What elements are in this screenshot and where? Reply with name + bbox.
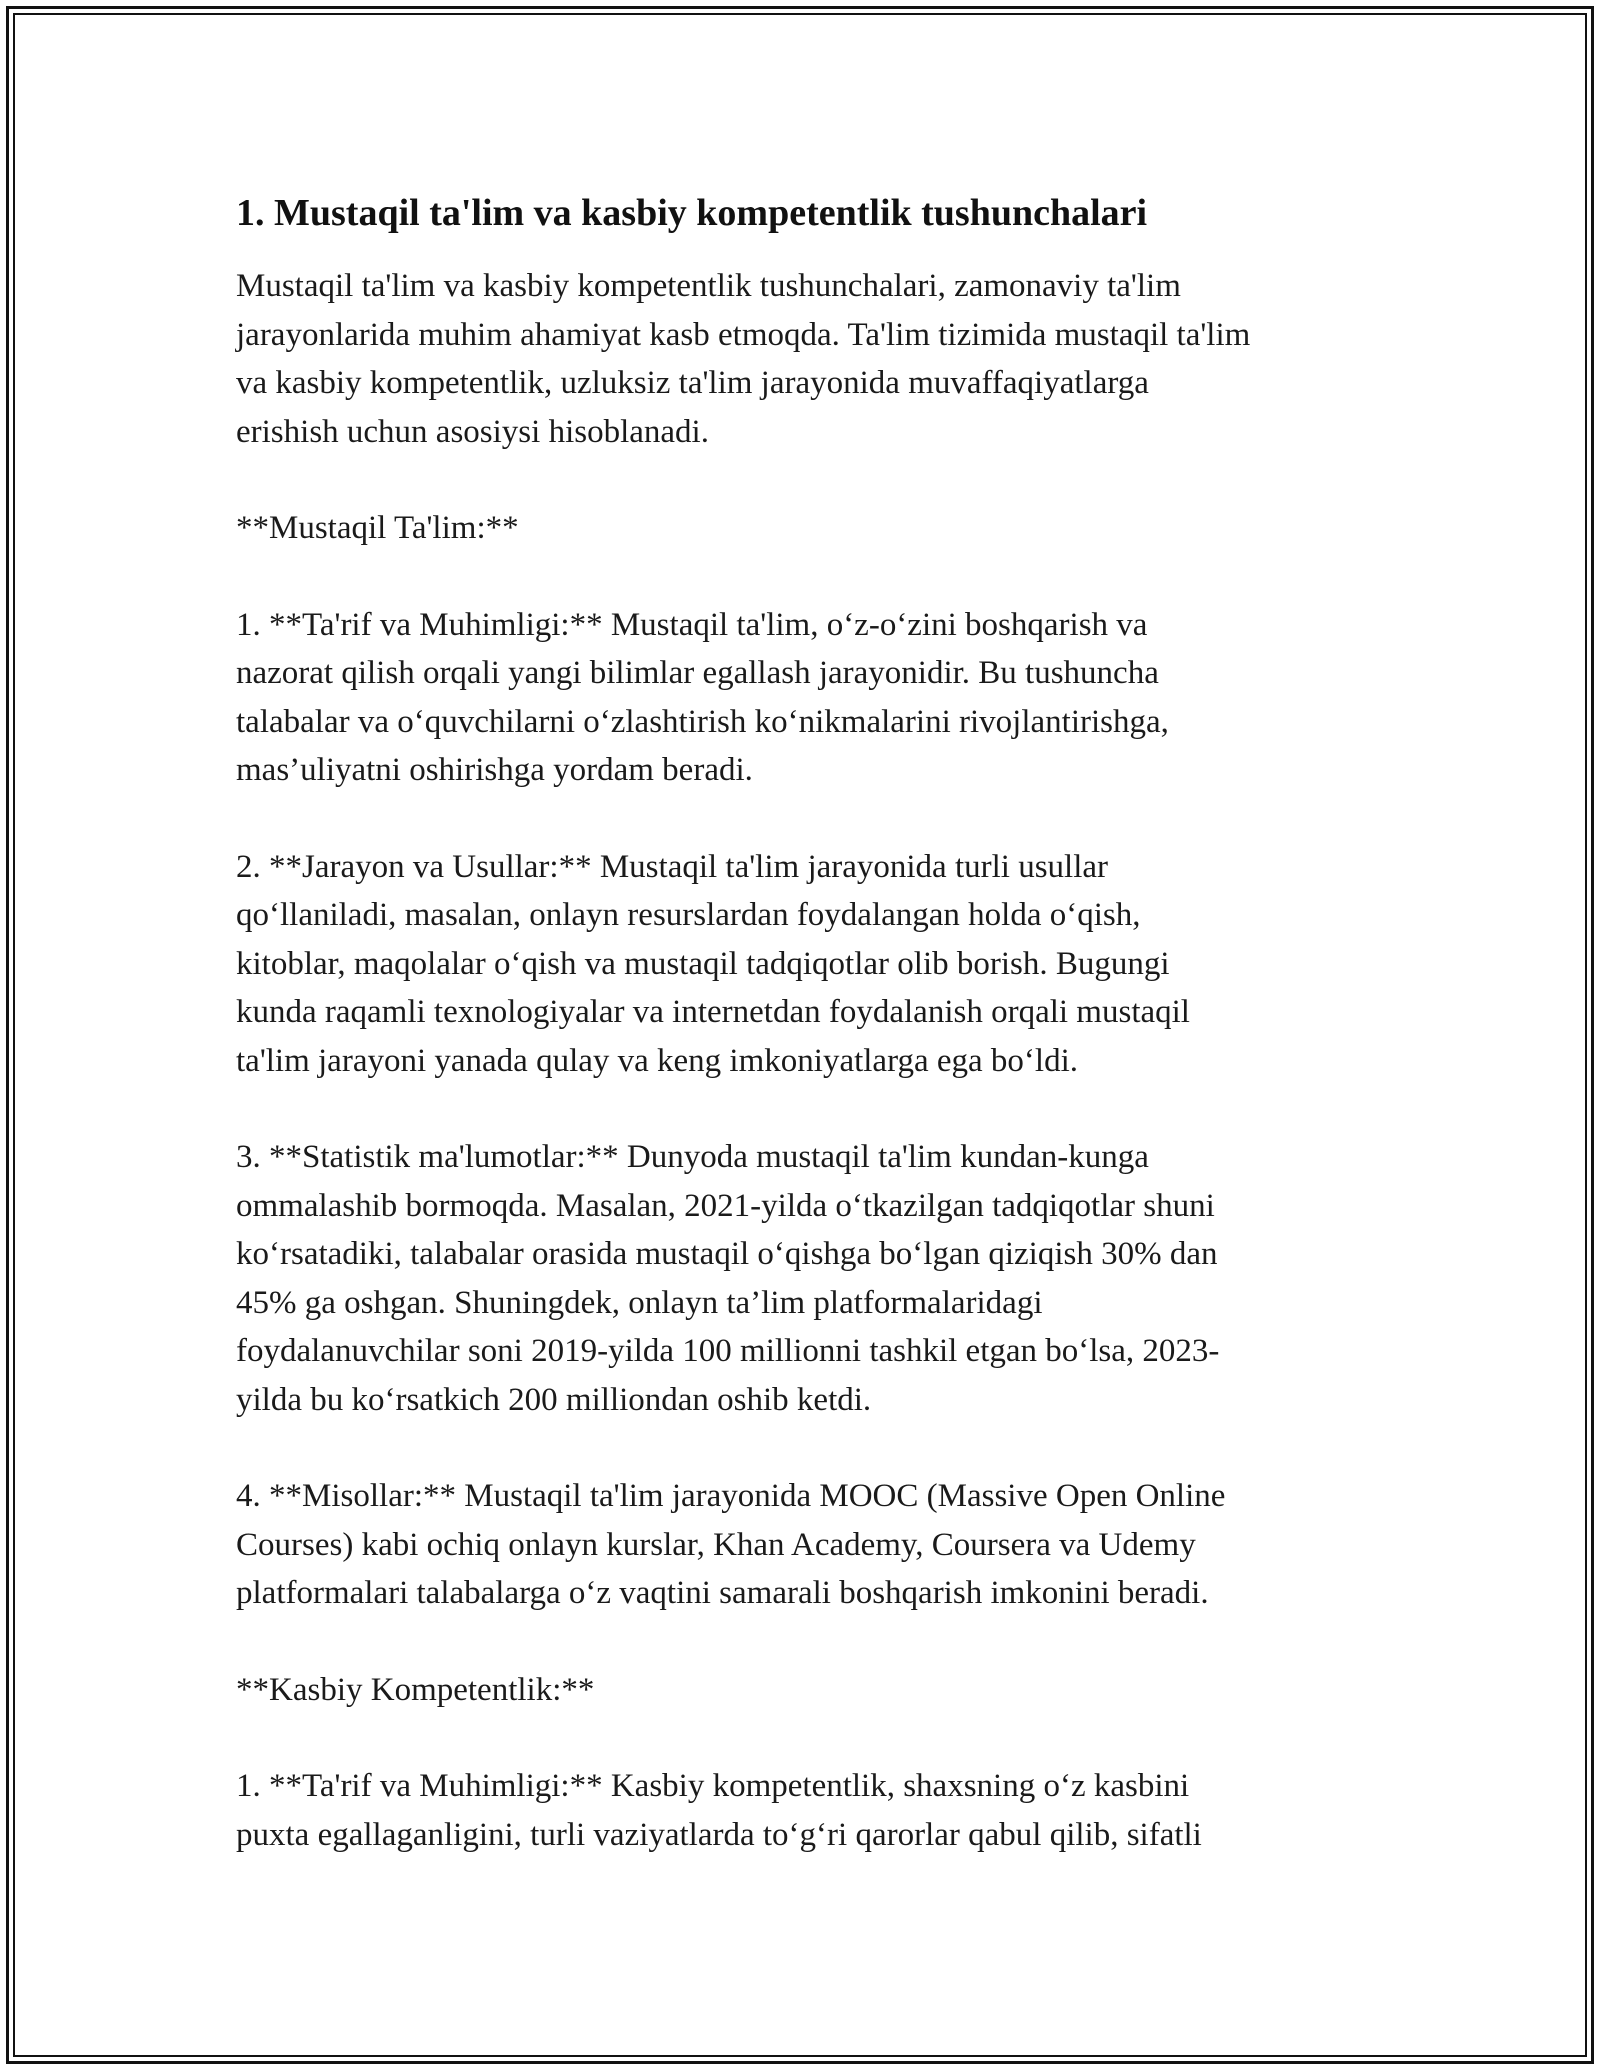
text-line: 2. **Jarayon va Usullar:** Mustaqil ta'lim jarayonida turli usullar [236, 848, 1109, 885]
section-heading: 1. Mustaqil ta'lim va kasbiy kompetentlik tushunchalari [236, 192, 1148, 234]
text-line: qo‘llaniladi, masalan, onlayn resurslardan foydalangan holda o‘qish, [236, 897, 1141, 933]
text-line: Courses) kabi ochiq onlayn kurslar, Khan Academy, Coursera va Udemy [236, 1526, 1196, 1563]
text-line: foydalanuvchilar soni 2019-yilda 100 millionni tashkil etgan bo‘lsa, 2023- [236, 1333, 1220, 1369]
text-line: ta'lim jarayoni yanada qulay va keng imkoniyatlarga ega bo‘ldi. [236, 1042, 1078, 1079]
document-body [236, 186, 1396, 1907]
text-line: ommalashib bormoqda. Masalan, 2021-yilda o‘tkazilgan tadqiqotlar shuni [236, 1187, 1215, 1224]
text-line: talabalar va o‘quvchilarni o‘zlashtirish ko‘nikmalarini rivojlantirishga, [236, 703, 1169, 740]
subheading-mustaqil-talim [236, 504, 1396, 553]
text-line: **Mustaqil Ta'lim:** [236, 510, 519, 546]
text-line: 45% ga oshgan. Shuningdek, onlayn ta’lim platformalaridagi [236, 1284, 1043, 1321]
paragraph-jarayon [236, 843, 1396, 1086]
text-line: 1. **Ta'rif va Muhimligi:** Kasbiy kompetentlik, shaxsning o‘z kasbini [236, 1768, 1190, 1804]
text-line: 1. **Ta'rif va Muhimligi:** Mustaqil ta'lim, o‘z-o‘zini boshqarish va [236, 606, 1148, 643]
text-line: yilda bu ko‘rsatkich 200 milliondan oshib ketdi. [236, 1381, 872, 1418]
text-line: 4. **Misollar:** Mustaqil ta'lim jarayonida MOOC (Massive Open Online [236, 1478, 1226, 1514]
paragraph-misollar [236, 1472, 1396, 1618]
paragraph-tarif [236, 601, 1396, 795]
text-line: **Kasbiy Kompetentlik:** [236, 1671, 595, 1708]
text-line: kitoblar, maqolalar o‘qish va mustaqil tadqiqotlar olib borish. Bugungi [236, 945, 1170, 982]
text-line: Mustaqil ta'lim va kasbiy kompetentlik tushunchalari, zamonaviy ta'lim [236, 268, 1181, 304]
text-line: ko‘rsatadiki, talabalar orasida mustaqil o‘qishga bo‘lgan qiziqish 30% dan [236, 1236, 1218, 1272]
paragraph-statistik [236, 1133, 1396, 1424]
paragraph-kasbiy-tarif [236, 1762, 1396, 1859]
subheading-kasbiy-kompetentlik [236, 1666, 1396, 1715]
text-line: puxta egallaganligini, turli vaziyatlarda to‘g‘ri qarorlar qabul qilib, sifatli [236, 1816, 1202, 1853]
text-line: platformalari talabalarga o‘z vaqtini samarali boshqarish imkonini beradi. [236, 1575, 1209, 1611]
text-line: jarayonlarida muhim ahamiyat kasb etmoqda. Ta'lim tizimida mustaqil ta'lim [236, 316, 1251, 353]
text-line: mas’uliyatni oshirishga yordam beradi. [236, 752, 753, 788]
text-line: erishish uchun asosiysi hisoblanadi. [236, 413, 709, 450]
text-line: 3. **Statistik ma'lumotlar:** Dunyoda mustaqil ta'lim kundan-kunga [236, 1139, 1149, 1175]
text-line: va kasbiy kompetentlik, uzluksiz ta'lim jarayonida muvaffaqiyatlarga [236, 365, 1149, 401]
paragraph-intro [236, 262, 1396, 456]
text-line: kunda raqamli texnologiyalar va internetdan foydalanish orqali mustaqil [236, 994, 1190, 1030]
text-line: nazorat qilish orqali yangi bilimlar egallash jarayonidir. Bu tushuncha [236, 655, 1159, 691]
